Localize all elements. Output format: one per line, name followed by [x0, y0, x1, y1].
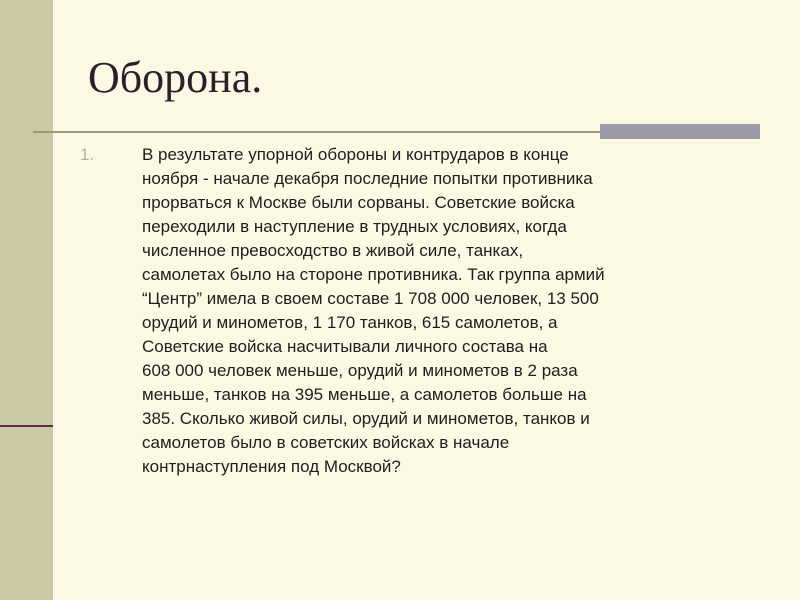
task-text-line: меньше, танков на 395 меньше, а самолетов больше на	[142, 385, 587, 404]
task-text-line: численное превосходство в живой силе, танках,	[142, 241, 524, 260]
task-text-line: самолетов было в советских войсках в начале	[142, 433, 510, 452]
side-panel	[0, 0, 53, 600]
title-rule	[33, 131, 600, 133]
task-text-line: ноября - начале декабря последние попытки противника	[142, 169, 593, 188]
task-text-line: самолетах было на стороне противника. Так группа армий	[142, 265, 605, 284]
title-accent-bar	[600, 124, 760, 139]
task-text-line: 385. Сколько живой силы, орудий и минометов, танков и	[142, 409, 590, 428]
slide-title: Оборона.	[88, 53, 263, 102]
task-text-line: Советские войска насчитывали личного состава на	[142, 337, 548, 356]
task-text	[142, 143, 722, 479]
task-text-line: переходили в наступление в трудных условиях, когда	[142, 217, 567, 236]
task-text-line: орудий и минометов, 1 170 танков, 615 самолетов, а	[142, 313, 558, 332]
task-text-line: 608 000 человек меньше, орудий и минометов в 2 раза	[142, 361, 578, 380]
list-number: 1.	[80, 145, 95, 164]
side-panel-line	[0, 425, 53, 427]
task-text-line: “Центр” имела в своем составе 1 708 000 человек, 13 500	[142, 289, 599, 308]
task-text-line: прорваться к Москве были сорваны. Советские войска	[142, 193, 575, 212]
task-text-line: В результате упорной обороны и контрударов в конце	[142, 145, 569, 164]
task-text-line: контрнаступления под Москвой?	[142, 457, 401, 476]
